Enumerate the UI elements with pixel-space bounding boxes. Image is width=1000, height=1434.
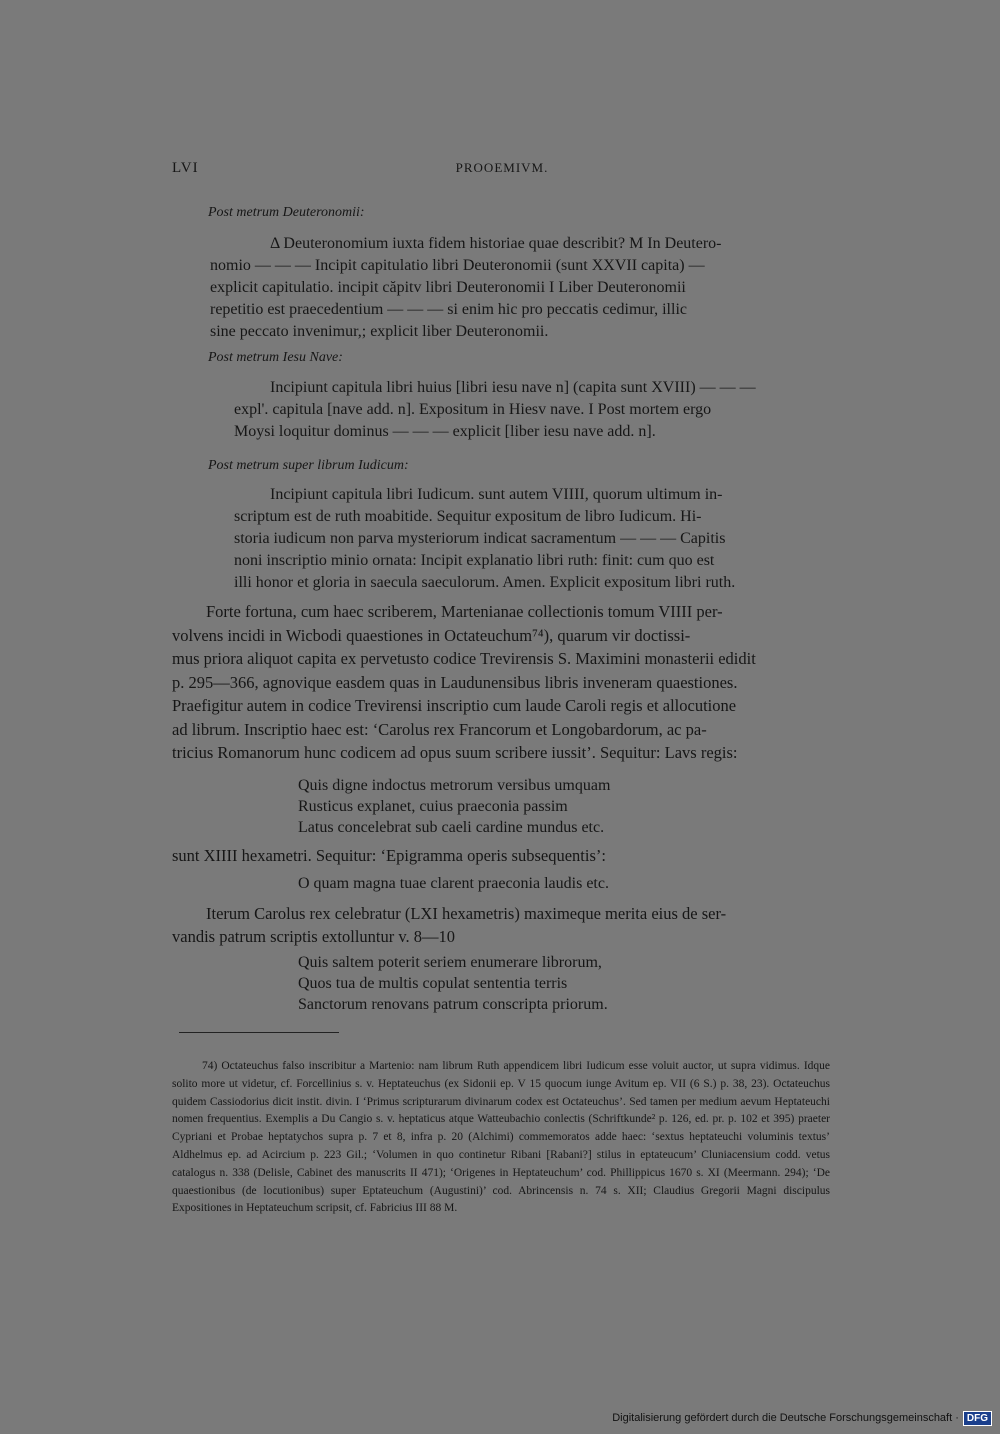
text-line: storia iudicum non parva mysteriorum indicat sacramentum — — — Capitis	[234, 530, 726, 547]
text-line: Forte fortuna, cum haec scriberem, Martenianae collectionis tomum VIIII per-	[206, 602, 723, 621]
text-line: repetitio est praecedentium — — — si enim hic pro peccatis cedimur, illic	[210, 301, 687, 318]
verse-line: Sanctorum renovans patrum conscripta priorum.	[298, 996, 608, 1013]
text-line: illi honor et gloria in saecula saeculorum. Amen. Explicit expositum libri ruth.	[234, 574, 736, 591]
text-line: scriptum est de ruth moabitide. Sequitur expositum de libro Iudicum. Hi-	[234, 508, 702, 525]
section-rubric: Post metrum super librum Iudicum:	[208, 458, 409, 473]
running-title: PROOEMIVM.	[455, 160, 549, 175]
body-paragraph: sunt XIIII hexametri. Sequitur: ‘Epigramma operis subsequentis’:	[172, 846, 606, 865]
text-line: ad librum. Inscriptio haec est: ‘Carolus rex Francorum et Longobardorum, ac pa-	[172, 719, 707, 739]
text-line: tricius Romanorum hunc codicem ad opus suum scribere iussit’. Sequitur: Lavs regis:	[172, 743, 738, 762]
section-text	[234, 484, 834, 594]
verse-quote	[298, 952, 608, 1015]
body-paragraph	[172, 902, 832, 948]
verse-quote	[298, 775, 610, 838]
text-line: Iterum Carolus rex celebratur (LXI hexametris) maximeque merita eius de ser-	[206, 904, 727, 923]
verse-line: Quis saltem poterit seriem enumerare librorum,	[298, 954, 602, 971]
verse-quote: O quam magna tuae clarent praeconia laudis etc.	[298, 875, 609, 892]
page-number: LVI	[172, 160, 199, 176]
text-line: Incipiunt capitula libri Iudicum. sunt autem VIIII, quorum ultimum in-	[270, 486, 723, 503]
text-line: Incipiunt capitula libri huius [libri iesu nave n] (capita sunt XVIII) — — —	[270, 379, 756, 396]
footnote-text: 74) Octateuchus falso inscribitur a Martenio: nam librum Ruth appendicem libri Iudicum esse voluit auctor, ut supra vidimus. Idque solito more ut videtur, cf. Forcellinius s. v. Heptateuchus (ex Sidonii ep. V 15 quocum iunge Avitum ep. VII (6 S.) p. 38, 23). Octateuchus quidem Cassiodorius dicit instit. divin. I ‘Primus scripturarum divinarum codex est Octateuchus’. Sed tamen per medium aevum Heptateuchi nomen frequentius. Exemplis a Du Cangio s. v. heptaticus atque Watteubachio conlectis (Schriftkunde² p. 126, ed. pr. p. 102 et 395) praeter Cypriani et Probae heptatychos supra p. 7 et 8, infra p. 20 (Alchimi) commemoratos adde haec: ‘sextus heptateuchi voluminis textus’ Aldhelmus ep. ad Acircium p. 223 Gil.; ‘Volumen in quo continetur Ribani [Rabani?] stilus in eptateucum’ Cluniacensium codd. vetus catalogus n. 338 (Delisle, Cabinet des manuscrits II 471); ‘Origenes in Heptateuchum’ cod. Phillippicus 1670 s. XI (Meermann. 294); ‘De quaestionibus (de locutionibus) super Eptateuchum (Augustini)’ cod. Abrincensis n. 74 s. XII; Claudius Gregorii Magni discipulus Expositiones in Heptateuchum scripsit, cf. Fabricius III 88 M.	[172, 1060, 830, 1215]
section-rubric: Post metrum Iesu Nave:	[208, 350, 343, 365]
section-rubric: Post metrum Deuteronomii:	[208, 205, 365, 220]
verse-line: Quos tua de multis copulat sententia terris	[298, 975, 568, 992]
verse-line: Rusticus explanet, cuius praeconia passim	[298, 798, 568, 815]
text-line: explicit capitulatio. incipit căpitv libri Deuteronomii I Liber Deuteronomii	[210, 279, 686, 296]
text-line: mus priora aliquot capita ex pervetusto codice Trevirensis S. Maximini monasterii edidit	[172, 649, 756, 668]
text-line: Moysi loquitur dominus — — — explicit [liber iesu nave add. n].	[234, 423, 656, 440]
text-line: noni inscriptio minio ornata: Incipit explanatio libri ruth: finit: cum quo est	[234, 552, 715, 569]
verse-line: Quis digne indoctus metrorum versibus umquam	[298, 777, 611, 794]
credit-text: Digitalisierung gefördert durch die Deutsche Forschungsgemeinschaft ·	[612, 1412, 959, 1424]
footnote	[172, 1058, 830, 1218]
section-text	[234, 377, 834, 443]
body-paragraph	[172, 600, 832, 765]
verse-line: Latus concelebrat sub caeli cardine mundus etc.	[298, 819, 605, 836]
text-line: expl'. capitula [nave add. n]. Expositum in Hiesv nave. I Post mortem ergo	[234, 401, 712, 418]
page-header	[172, 160, 832, 182]
dfg-logo: DFG	[963, 1411, 992, 1426]
text-line: sine peccato invenimur,; explicit liber Deuteronomii.	[210, 323, 549, 340]
text-line: p. 295—366, agnovique easdem quas in Laudunensibus libris inveneram quaestiones.	[172, 672, 738, 692]
text-line: Δ Deuteronomium iuxta fidem historiae quae describit? M In Deutero-	[270, 235, 722, 252]
footnote-divider	[179, 1032, 339, 1033]
text-line: volvens incidi in Wicbodi quaestiones in Octateuchum⁷⁴), quarum vir doctissi-	[172, 625, 691, 645]
section-text	[210, 233, 832, 343]
digitization-credit	[612, 1408, 992, 1428]
text-line: vandis patrum scriptis extolluntur v. 8—10	[172, 927, 456, 946]
text-line: Praefigitur autem in codice Trevirensi inscriptio cum laude Caroli regis et allocutione	[172, 696, 737, 715]
text-line: nomio — — — Incipit capitulatio libri Deuteronomii (sunt XXVII capita) —	[210, 257, 705, 274]
